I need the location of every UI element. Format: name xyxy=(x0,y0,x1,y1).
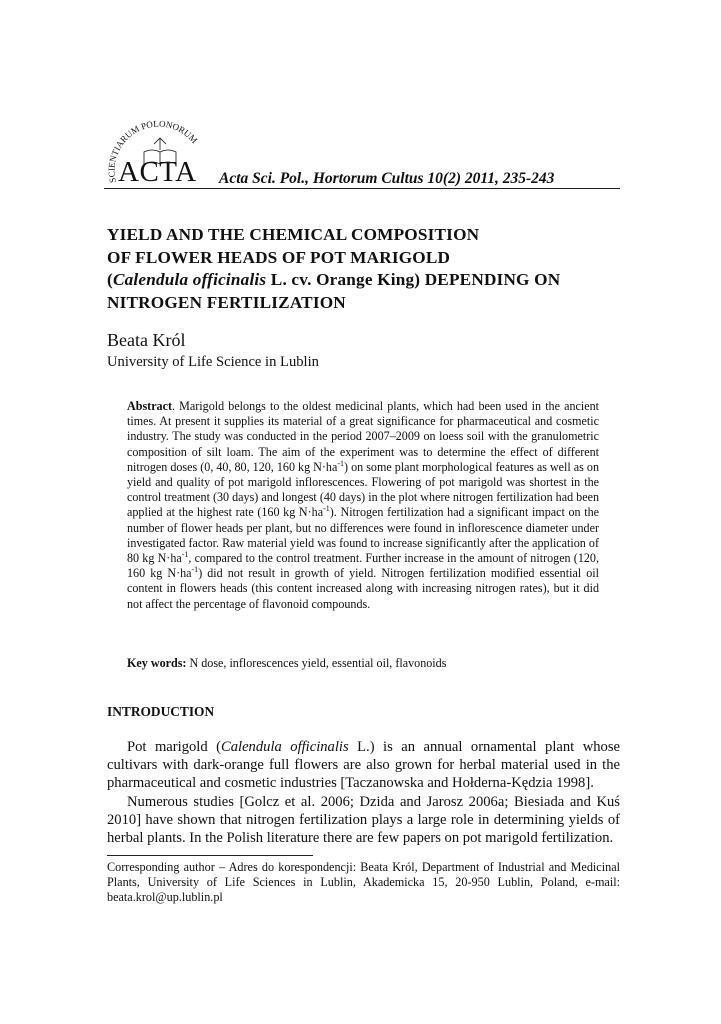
section-heading-introduction: INTRODUCTION xyxy=(107,704,215,719)
abstract-text-1: . Marigold belongs to the oldest medicinal plants, which had been used in the ancient times. At present it supplies its material of a great significance for pharmaceutical and cosmetic industry. The study was conducted in the period 2007–2009 on loess soil with the granulometric composition of silt loam. The aim of the experiment was to determine the effect of different nitrogen doses (0, 40, 80, 120, 160 kg N·ha xyxy=(127,399,599,474)
title-line-3-rest: L. cv. Orange King) DEPENDING ON xyxy=(266,270,561,289)
footnote-divider xyxy=(107,855,313,856)
abstract-sup-1: -1 xyxy=(337,458,345,468)
abstract-sup-4: -1 xyxy=(191,565,199,575)
author-affiliation: University of Life Science in Lublin xyxy=(107,354,319,370)
abstract-text-5: ) did not result in growth of yield. Nitrogen fertilization modified essential oil content in flowers heads (this content increased along with increasing nitrogen rates), but it did not affect the percentage of flavonoid compounds. xyxy=(127,566,599,611)
abstract-sup-2: -1 xyxy=(323,504,330,514)
logo-acta-text: ACTA xyxy=(118,156,197,188)
title-line-2: OF FLOWER HEADS OF POT MARIGOLD xyxy=(107,247,451,267)
intro-paragraph-2: Numerous studies [Golcz et al. 2006; Dzida and Jarosz 2006a; Biesiada and Kuś 2010] have shown that nitrogen fertilization plays a large role in determining yields of herbal plants. In the Polish literature there are few papers on pot marigold fertilization. xyxy=(107,793,620,847)
abstract-text-4: , compared to the control treatment. Further increase in the amount of nitrogen (120, 160 kg N·ha xyxy=(127,551,599,581)
paper-title xyxy=(107,224,622,314)
abstract xyxy=(127,399,599,612)
keywords-label: Key words: xyxy=(127,656,187,670)
title-species: Calendula officinalis xyxy=(112,270,267,289)
keywords-text: N dose, inflorescences yield, essential oil, flavonoids xyxy=(186,656,447,670)
intro-p1-text-b: L.) is an annual ornamental plant whose cultivars with dark-orange full flowers are also grown for herbal material used in the pharmaceutical and cosmetic industries [Taczanowska and Hołderna-Kędzia 1998]. xyxy=(107,739,620,792)
intro-paragraph-1 xyxy=(107,738,620,793)
keywords xyxy=(127,656,599,671)
journal-logo xyxy=(104,116,216,190)
journal-citation: Acta Sci. Pol., Hortorum Cultus 10(2) 2011, 235-243 xyxy=(219,170,555,187)
author-name: Beata Król xyxy=(107,330,186,350)
title-line-1: YIELD AND THE CHEMICAL COMPOSITION xyxy=(107,225,480,244)
corresponding-author-footnote: Corresponding author – Adres do korespondencji: Beata Król, Department of Industrial and Medicinal Plants, University of Life Sciences in Lublin, Akademicka 15, 20-950 Lublin, Poland, e-mail: beata.krol@up.lublin.pl xyxy=(107,860,620,905)
title-line-3 xyxy=(107,269,622,292)
intro-p1-species: Calendula officinalis xyxy=(220,739,349,755)
abstract-label: Abstract xyxy=(127,399,173,413)
abstract-sup-3: -1 xyxy=(181,550,189,560)
title-line-4: NITROGEN FERTILIZATION xyxy=(107,292,346,312)
title-paren: ( xyxy=(107,270,113,289)
abstract-text-2: ) on some plant morphological features as well as on yield and quality of pot marigold inflorescences. Flowering of pot marigold was shortest in the control treatment (30 days) and longest (40 days) in the plot where nitrogen fertilization had been applied at the highest rate (160 kg N·ha xyxy=(127,459,599,520)
intro-p1-text-a: Pot marigold ( xyxy=(127,739,221,755)
abstract-text-3: ). Nitrogen fertilization had a significant impact on the number of flower heads per plant, but no differences were found in inflorescence diameter under investigated factor. Raw material yield was found to increase significantly after the application of 80 kg N·ha xyxy=(127,505,600,566)
introduction-body xyxy=(107,738,620,847)
logo-arc-text: SCIENTIARUM POLONORUM xyxy=(106,118,200,184)
header-divider xyxy=(104,188,620,189)
